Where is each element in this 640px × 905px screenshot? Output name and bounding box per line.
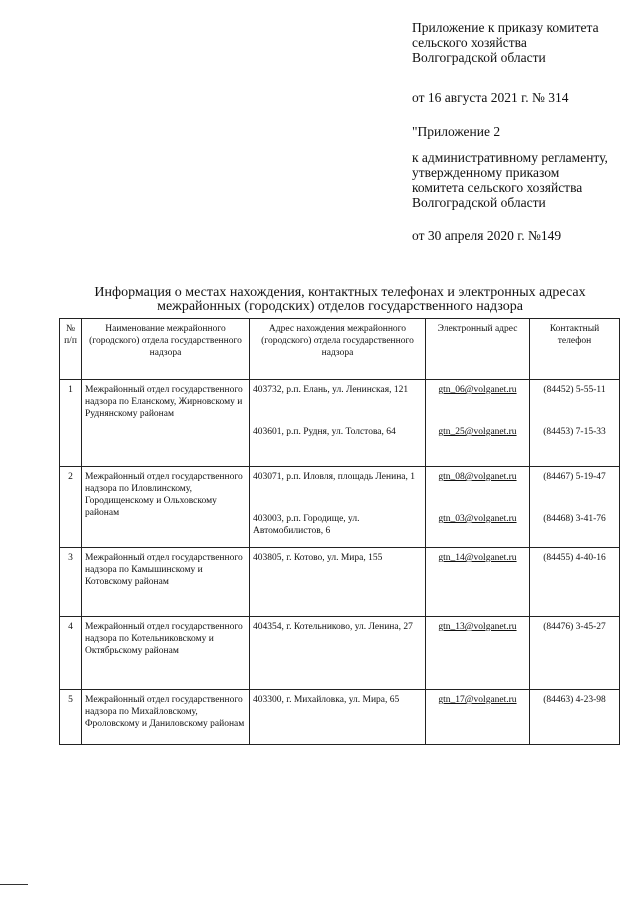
address: 403071, р.п. Иловля, площадь Ленина, 1 (253, 472, 415, 482)
email-link[interactable]: gtn_08@volganet.ru (438, 472, 517, 482)
phone-cell (530, 467, 620, 548)
email-link[interactable]: gtn_06@volganet.ru (438, 385, 517, 395)
email-cell (426, 467, 530, 548)
appendix-2-label: "Приложение 2 (412, 124, 501, 139)
regulation-date: от 30 апреля 2020 г. №149 (412, 228, 562, 243)
order-date: от 16 августа 2021 г. № 314 (412, 90, 569, 105)
department-name: Межрайонный отдел государственного надзора по Камышинскому и Котовскому районам (82, 548, 250, 617)
address: 403805, г. Котово, ул. Мира, 155 (250, 548, 426, 617)
header-num: № п/п (60, 319, 82, 380)
email-link[interactable]: gtn_13@volganet.ru (426, 617, 530, 690)
table-header-row (60, 319, 620, 380)
address: 403732, р.п. Елань, ул. Ленинская, 121 (253, 385, 409, 395)
table-row (60, 380, 620, 467)
row-number: 2 (60, 467, 82, 548)
phone: (84468) 3-41-76 (543, 514, 606, 524)
table-row (60, 548, 620, 617)
email-link[interactable]: gtn_25@volganet.ru (438, 427, 517, 437)
department-name: Межрайонный отдел государственного надзора по Михайловскому, Фроловскому и Даниловскому районам (82, 690, 250, 745)
address: 404354, г. Котельниково, ул. Ленина, 27 (250, 617, 426, 690)
table-row (60, 617, 620, 690)
regulation-note: к административному регламенту, утвержденному приказом комитета сельского хозяйства Волгоградской области (412, 150, 608, 210)
header-phone: Контактный телефон (530, 319, 620, 380)
address-cell (250, 467, 426, 548)
email-link[interactable]: gtn_17@volganet.ru (426, 690, 530, 745)
phone: (84453) 7-15-33 (543, 427, 606, 437)
address-cell (250, 380, 426, 467)
address: 403300, г. Михайловка, ул. Мира, 65 (250, 690, 426, 745)
phone: (84463) 4-23-98 (530, 690, 620, 745)
row-number: 3 (60, 548, 82, 617)
phone: (84455) 4-40-16 (530, 548, 620, 617)
row-number: 4 (60, 617, 82, 690)
department-name: Межрайонный отдел государственного надзора по Еланскому, Жирновскому и Руднянскому районам (82, 380, 250, 467)
phone: (84452) 5-55-11 (543, 385, 606, 395)
header-email: Электронный адрес (426, 319, 530, 380)
departments-table (59, 318, 620, 745)
email-link[interactable]: gtn_03@volganet.ru (438, 514, 517, 524)
email-cell (426, 380, 530, 467)
address: 403601, р.п. Рудня, ул. Толстова, 64 (253, 427, 396, 437)
row-number: 5 (60, 690, 82, 745)
table-row (60, 467, 620, 548)
table-row (60, 690, 620, 745)
phone: (84476) 3-45-27 (530, 617, 620, 690)
phone-cell (530, 380, 620, 467)
document-title: Информация о местах нахождения, контактных телефонах и электронных адресах межрайонных (городских) отделов государственного надзора (94, 285, 586, 314)
header-address: Адрес нахождения межрайонного (городского) отдела государственного надзора (250, 319, 426, 380)
appendix-header: Приложение к приказу комитета сельского хозяйства Волгоградской области (412, 20, 599, 65)
header-name: Наименование межрайонного (городского) отдела государственного надзора (82, 319, 250, 380)
footnote-separator (0, 884, 28, 885)
row-number: 1 (60, 380, 82, 467)
email-link[interactable]: gtn_14@volganet.ru (426, 548, 530, 617)
phone: (84467) 5-19-47 (543, 472, 606, 482)
department-name: Межрайонный отдел государственного надзора по Иловлинскому, Городищенскому и Ольховскому районам (82, 467, 250, 548)
department-name: Межрайонный отдел государственного надзора по Котельниковскому и Октябрьскому районам (82, 617, 250, 690)
address: 403003, р.п. Городище, ул. Автомобилистов, 6 (253, 514, 360, 536)
